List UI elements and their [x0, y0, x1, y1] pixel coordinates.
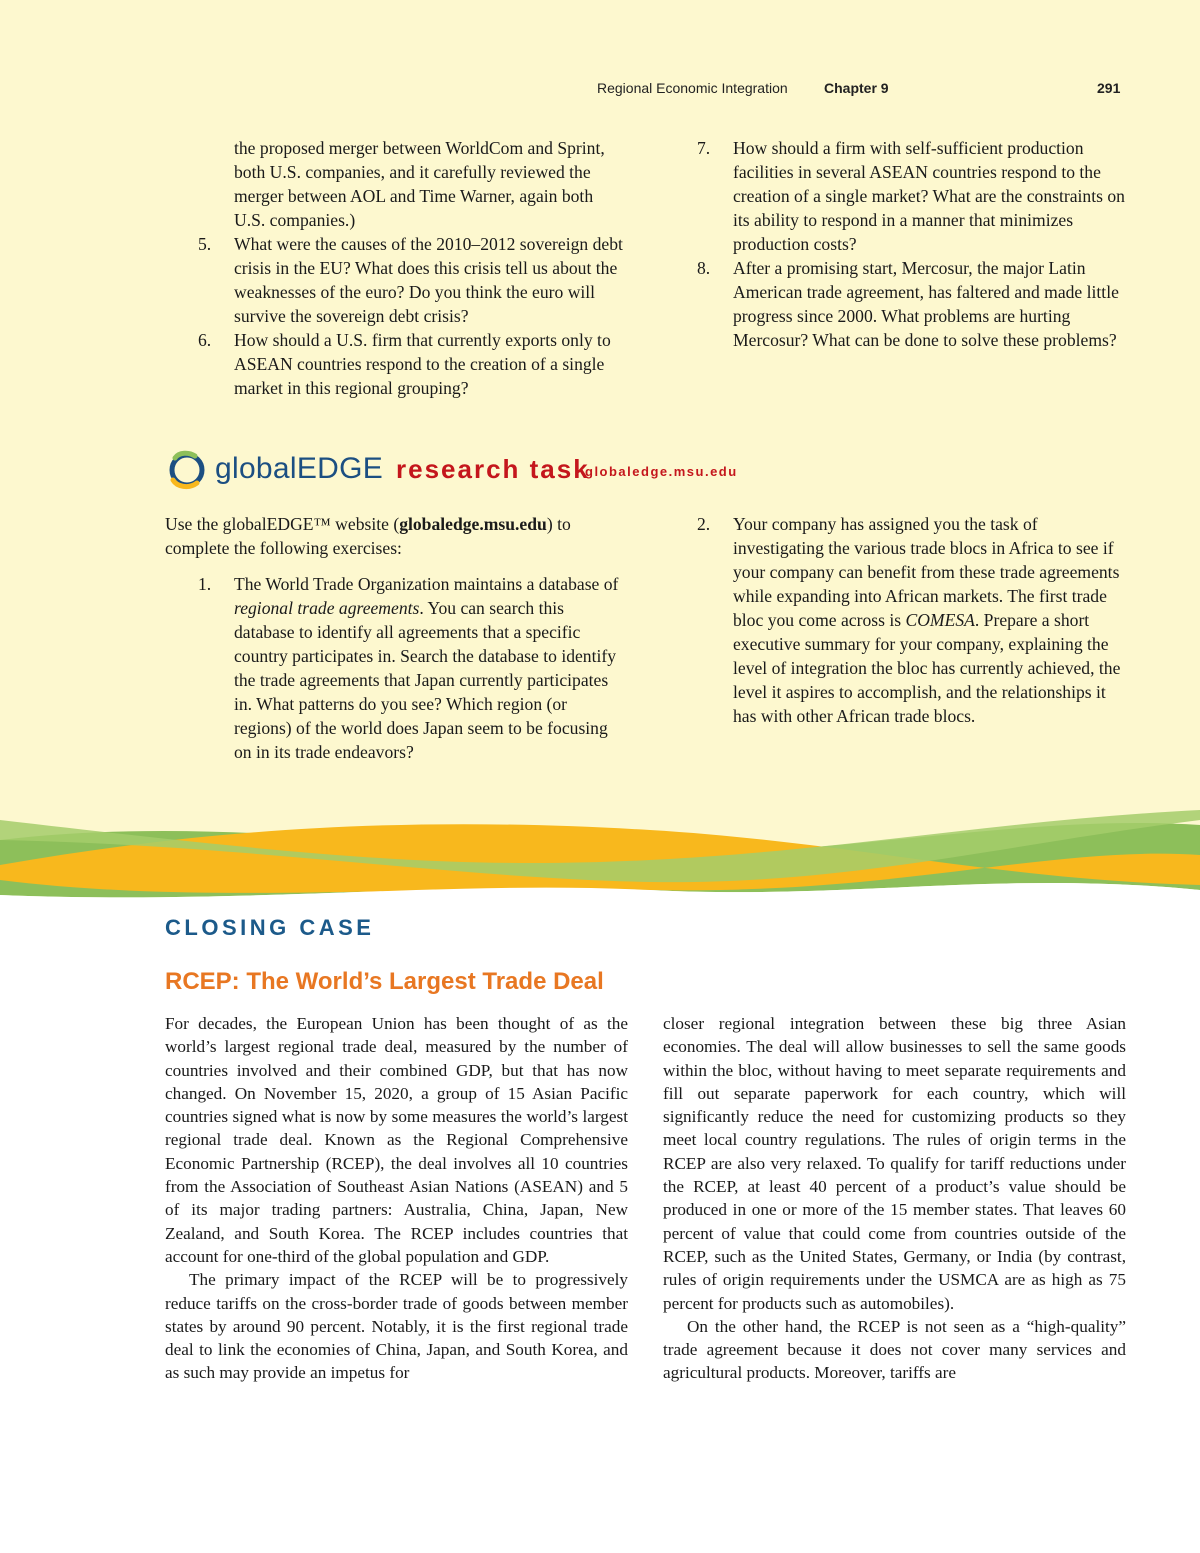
question-7-number: 7. [697, 138, 711, 158]
closing-case-left-column [165, 1012, 628, 1385]
question-5-number: 5. [198, 234, 212, 254]
question-continuation-text: the proposed merger between WorldCom and Sprint, both U.S. companies, and it carefully reviewed the merger between AOL and Time Warner, again both U.S. companies.) [234, 138, 605, 230]
research-intro [165, 512, 627, 560]
decorative-wave-band [0, 810, 1200, 910]
logo-edge: EDGE [296, 452, 384, 485]
closing-case-label: CLOSING CASE [165, 915, 375, 940]
research-intro-link[interactable]: globaledge.msu.edu [399, 514, 547, 534]
header-section-title: Regional Economic Integration [597, 80, 788, 96]
research-task-label: research task [396, 454, 590, 484]
research-item-2-post: . Prepare a short executive summary for your company, explaining the level of integration the bloc has currently achieved, the level it aspires to accomplish, and the relationships it has with other African trade blocs. [733, 610, 1121, 726]
questions-left-column [165, 136, 627, 400]
research-intro-pre: Use the globalEDGE™ website ( [165, 514, 400, 534]
case-left-paragraph-1: For decades, the European Union has been thought of as the world’s largest regional trade deal, measured by the number of countries involved and their combined GDP, but that has now changed. On November 15, 2020, a group of 15 Asian Pacific countries signed what is now by some measures the world’s largest regional trade deal. Known as the Regional Comprehensive Economic Partnership (RCEP), the deal involves all 10 countries from the Association of Southeast Asian Nations (ASEAN) and 5 of its major trading partners: Australia, China, Japan, New Zealand, and South Korea. The RCEP includes countries that account for one-third of the global population and GDP. [165, 1014, 628, 1266]
globaledge-logo-wordmark [215, 452, 383, 486]
case-right-paragraph-1: closer regional integration between these big three Asian economies. The deal will allow businesses to sell the same goods within the bloc, without having to meet separate requirements and fill out separate paperwork for each country, which will significantly reduce the need for customizing products so they meet local country regulations. The rules of origin terms in the RCEP are also very relaxed. To qualify for tariff reductions under the RCEP, at least 40 percent of a product’s value should be produced in one or more of the 15 member states. That leaves 60 percent of value that could come from countries outside of the RCEP, such as the United States, Germany, or India (by contrast, rules of origin requirements under the USMCA are as high as 75 percent for products such as automobiles). [663, 1014, 1126, 1313]
closing-case-title: RCEP: The World’s Largest Trade Deal [165, 968, 604, 995]
question-6-number: 6. [198, 330, 212, 350]
research-task-url[interactable]: globaledge.msu.edu [585, 464, 738, 479]
question-6 [165, 328, 627, 400]
case-left-paragraph-2: The primary impact of the RCEP will be to progressively reduce tariffs on the cross-border trade of goods between member states by around 90 percent. Notably, it is the first regional trade deal to link the economies of China, Japan, and South Korea, and as such may provide an impetus for [165, 1270, 628, 1383]
case-right-paragraph-2: On the other hand, the RCEP is not seen as a “high-quality” trade agreement because it does not cover many services and agricultural products. Moreover, tariffs are [663, 1316, 1126, 1383]
research-item-2 [664, 512, 1126, 728]
globaledge-logo-icon [165, 450, 209, 490]
research-left-column [165, 512, 627, 764]
question-7 [664, 136, 1126, 256]
research-item-2-em: COMESA [905, 610, 975, 630]
research-item-2-number: 2. [697, 514, 711, 534]
logo-global: global [215, 452, 297, 485]
question-7-text: How should a firm with self-sufficient production facilities in several ASEAN countries respond to the creation of a single market? What are the constraints on its ability to respond in a manner that minimizes production costs? [733, 138, 1125, 254]
research-item-1-em: regional trade agreements [234, 598, 420, 618]
research-item-2-pre: Your company has assigned you the task of investigating the various trade blocs in Africa to see if your company can benefit from these trade agreements while expanding into African markets. The first trade bloc you come across is [733, 514, 1120, 630]
research-item-1-pre: The World Trade Organization maintains a database of [234, 574, 619, 594]
research-right-column [664, 512, 1126, 728]
research-intro-post: ) to complete the following exercises: [165, 514, 571, 558]
header-chapter: Chapter 9 [824, 80, 889, 96]
question-8-number: 8. [697, 258, 711, 278]
closing-case-right-column [663, 1012, 1126, 1385]
question-6-text: How should a U.S. firm that currently exports only to ASEAN countries respond to the creation of a single market in this regional grouping? [234, 330, 611, 398]
header-page-number: 291 [1097, 80, 1121, 96]
question-8 [664, 256, 1126, 352]
questions-right-column [664, 136, 1126, 352]
research-item-1 [165, 572, 627, 764]
running-header [0, 80, 1200, 100]
question-8-text: After a promising start, Mercosur, the major Latin American trade agreement, has faltered and made little progress since 2000. What problems are hurting Mercosur? What can be done to solve these problems? [733, 258, 1119, 350]
research-item-1-post: . You can search this database to identify all agreements that a specific country participates in. Search the database to identify the trade agreements that Japan currently participates in. What patterns do you see? Which region (or regions) of the world does Japan seem to be focusing on in its trade endeavors? [234, 598, 617, 762]
research-item-1-number: 1. [198, 574, 212, 594]
question-continuation [165, 136, 627, 232]
question-5 [165, 232, 627, 328]
question-5-text: What were the causes of the 2010–2012 sovereign debt crisis in the EU? What does this crisis tell us about the weaknesses of the euro? Do you think the euro will survive the sovereign debt crisis? [234, 234, 623, 326]
